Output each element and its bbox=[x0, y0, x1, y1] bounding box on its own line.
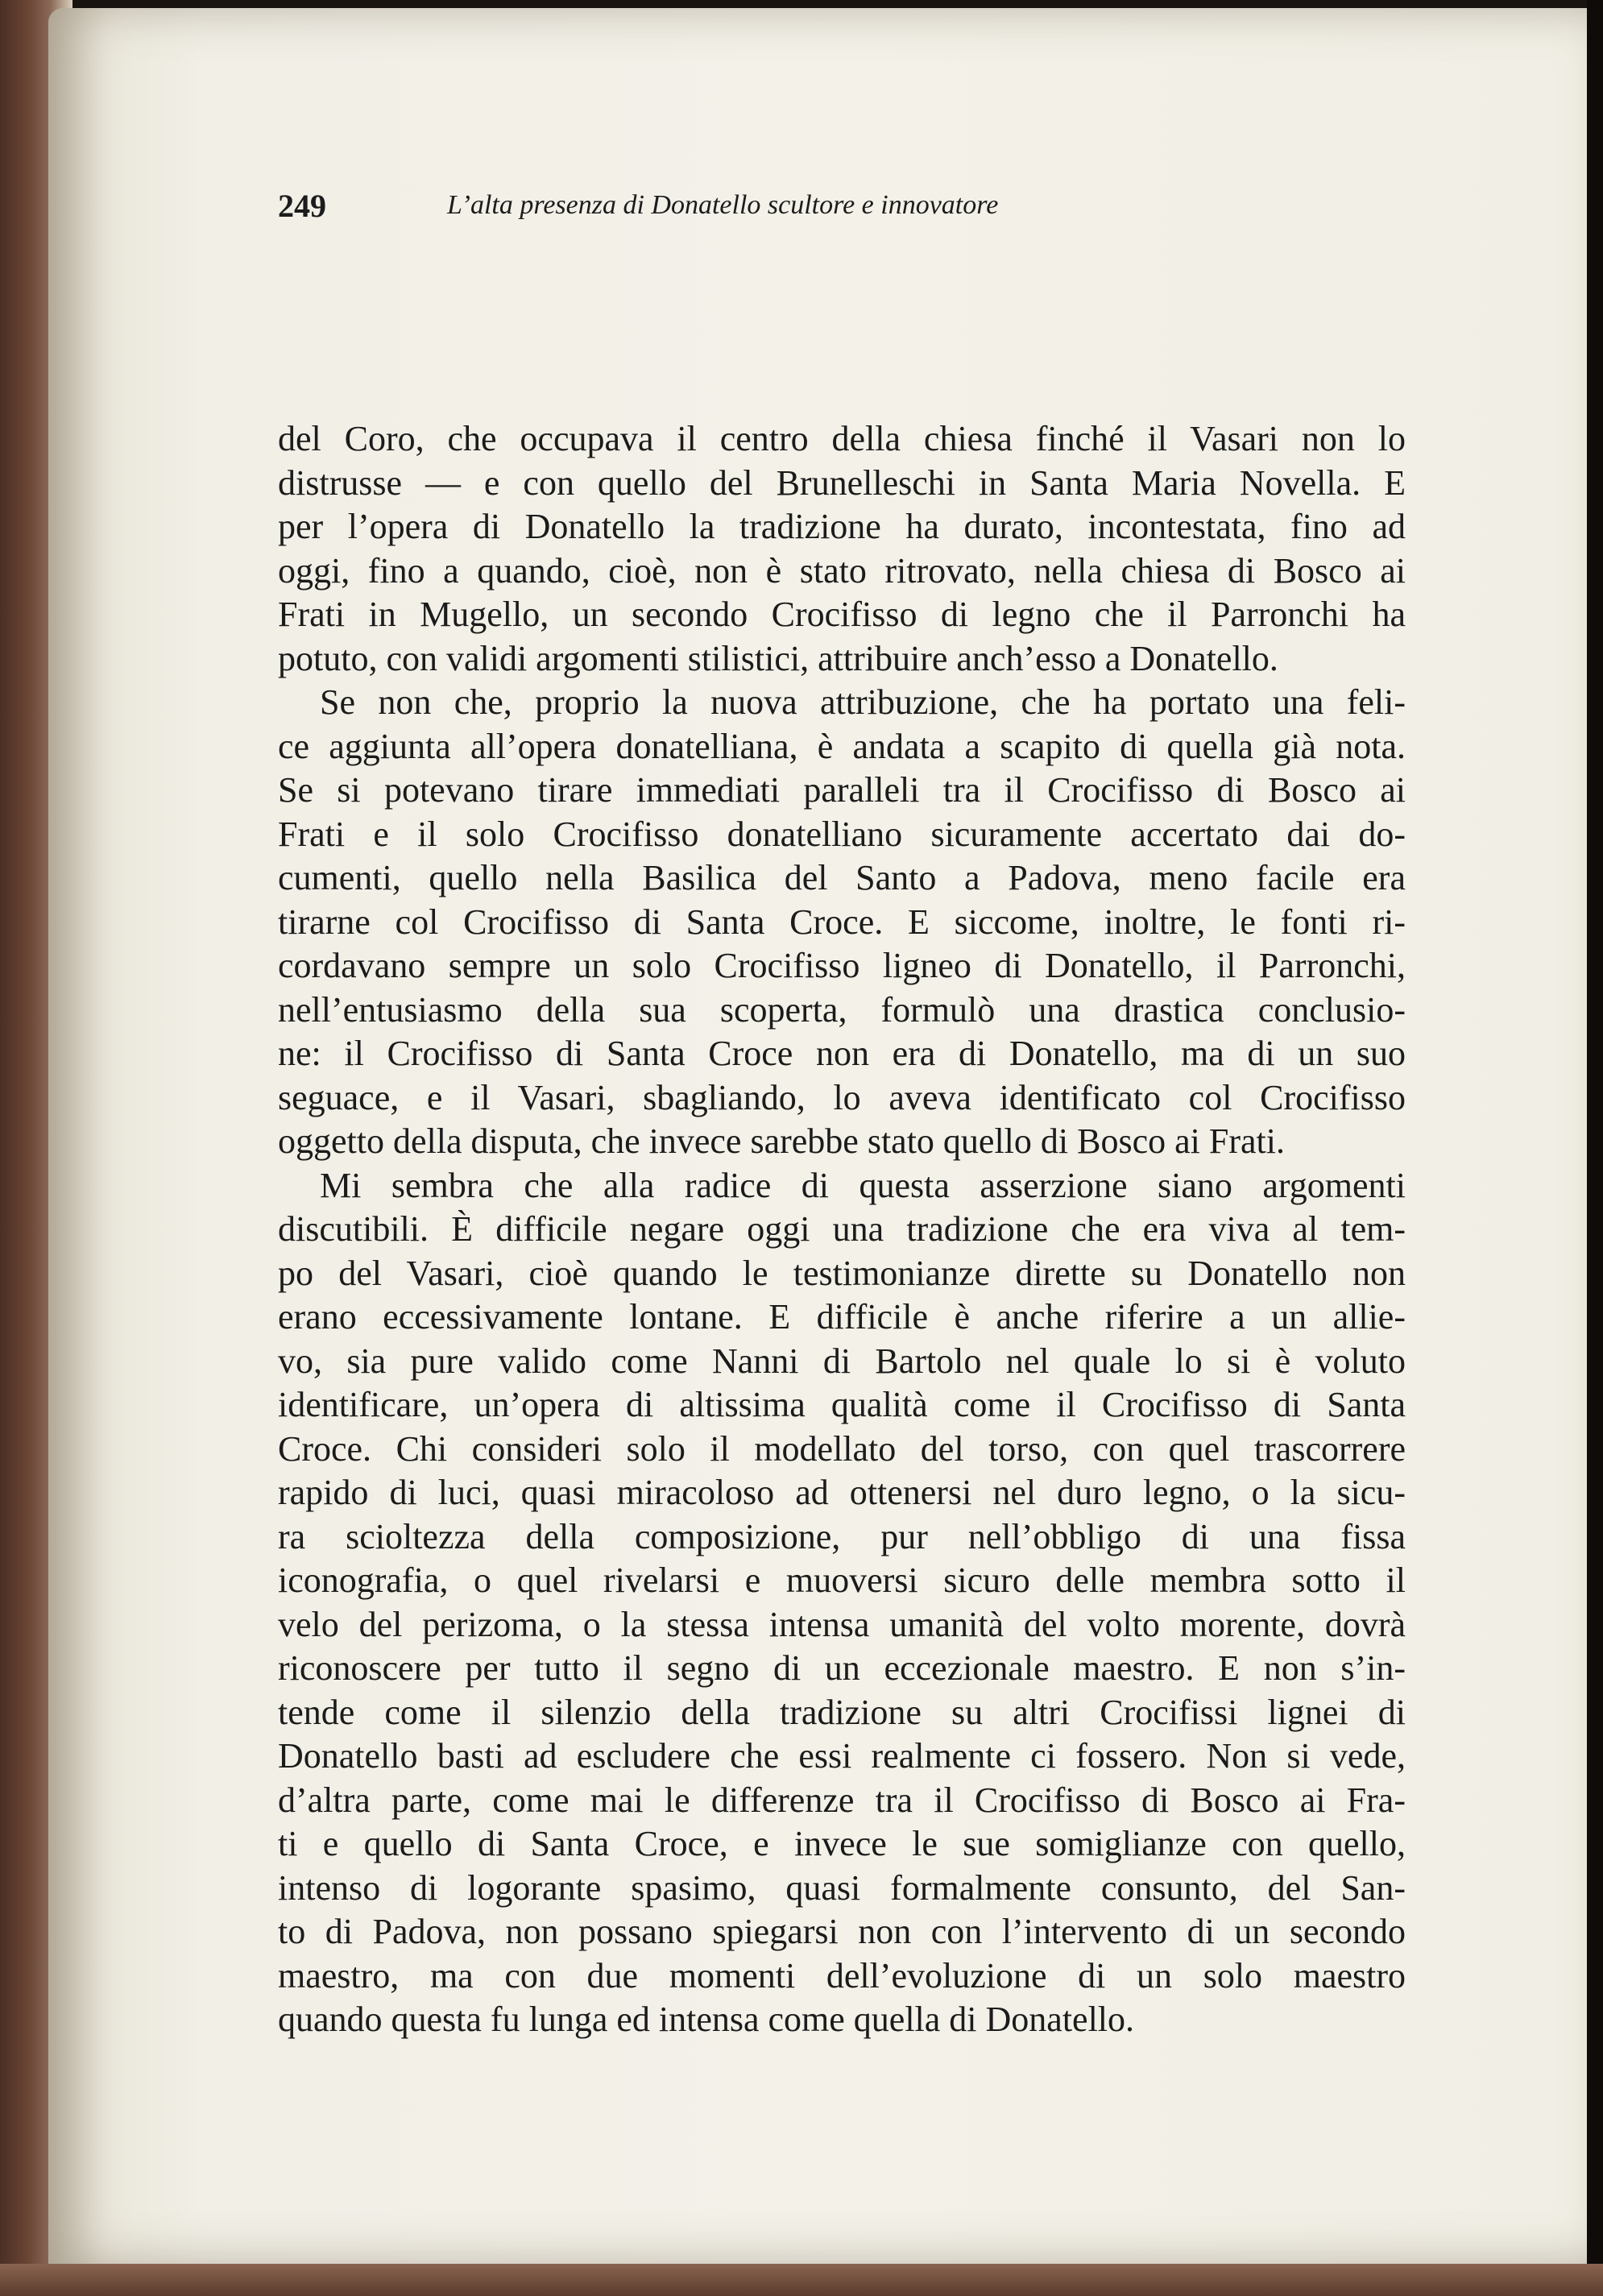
text-line: cumenti, quello nella Basilica del Santo a Padova, meno facile era bbox=[278, 858, 1406, 897]
paragraph-2 bbox=[278, 681, 1406, 1164]
text-line: d’altra parte, come mai le differenze tra il Crocifisso di Bosco ai Fra- bbox=[278, 1780, 1406, 1820]
page-number: 249 bbox=[278, 188, 326, 224]
body-text bbox=[278, 417, 1406, 2042]
text-line: Donatello basti ad escludere che essi realmente ci fossero. Non si vede, bbox=[278, 1736, 1406, 1776]
text-line: ne: il Crocifisso di Santa Croce non era di Donatello, ma di un suo bbox=[278, 1034, 1406, 1073]
text-line: maestro, ma con due momenti dell’evoluzione di un solo maestro bbox=[278, 1955, 1406, 1996]
text-line: ce aggiunta all’opera donatelliana, è andata a scapito di quella già nota. bbox=[278, 726, 1406, 766]
text-line: del Coro, che occupava il centro della chiesa finché il Vasari non lo bbox=[278, 419, 1406, 458]
paragraph-1 bbox=[278, 417, 1406, 681]
text-line: identificare, un’opera di altissima qualità come il Crocifisso di Santa bbox=[278, 1385, 1406, 1424]
text-line: per l’opera di Donatello la tradizione ha durato, incontestata, fino ad bbox=[278, 507, 1406, 546]
text-line: Mi sembra che alla radice di questa asserzione siano argomenti bbox=[320, 1165, 1406, 1205]
text-line: quando questa fu lunga ed intensa come quella di Donatello. bbox=[278, 2000, 1135, 2039]
page-edge-right bbox=[1587, 0, 1603, 2296]
text-line: cordavano sempre un solo Crocifisso ligneo di Donatello, il Parronchi, bbox=[278, 946, 1406, 985]
text-line: Frati e il solo Crocifisso donatelliano sicuramente accertato dai do- bbox=[278, 814, 1406, 854]
text-line: iconografia, o quel rivelarsi e muoversi sicuro delle membra sotto il bbox=[278, 1560, 1406, 1600]
text-line: to di Padova, non possano spiegarsi non con l’intervento di un secondo bbox=[278, 1912, 1406, 1951]
text-line: seguace, e il Vasari, sbagliando, lo aveva identificato col Crocifisso bbox=[278, 1077, 1406, 1117]
text-line: Se si potevano tirare immediati paralleli tra il Crocifisso di Bosco ai bbox=[278, 770, 1406, 810]
page-header bbox=[278, 187, 1406, 235]
text-line: tende come il silenzio della tradizione su altri Crocifissi lignei di bbox=[278, 1692, 1406, 1732]
text-line: ti e quello di Santa Croce, e invece le sue somiglianze con quello, bbox=[278, 1824, 1406, 1863]
text-line: Croce. Chi consideri solo il modellato del torso, con quel trascorrere bbox=[278, 1428, 1406, 1469]
text-line: tirarne col Crocifisso di Santa Croce. E siccome, inoltre, le fonti ri- bbox=[278, 901, 1406, 942]
text-line: po del Vasari, cioè quando le testimonianze dirette su Donatello non bbox=[278, 1253, 1406, 1293]
text-line: intenso di logorante spasimo, quasi formalmente consunto, del San- bbox=[278, 1867, 1406, 1908]
text-line: riconoscere per tutto il segno di un eccezionale maestro. E non s’in- bbox=[278, 1648, 1406, 1688]
text-line: ra scioltezza della composizione, pur nell’obbligo di una fissa bbox=[278, 1516, 1406, 1556]
text-line: rapido di luci, quasi miracoloso ad ottenersi nel duro legno, o la sicu- bbox=[278, 1473, 1406, 1512]
text-line: Se non che, proprio la nuova attribuzione, che ha portato una feli- bbox=[320, 682, 1406, 722]
text-line: nell’entusiasmo della sua scoperta, formulò una drastica conclusio- bbox=[278, 989, 1406, 1030]
text-line: oggetto della disputa, che invece sarebbe stato quello di Bosco ai Frati. bbox=[278, 1121, 1285, 1161]
text-line: erano eccessivamente lontane. E difficile è anche riferire a un allie- bbox=[278, 1297, 1406, 1337]
text-line: oggi, fino a quando, cioè, non è stato ritrovato, nella chiesa di Bosco ai bbox=[278, 550, 1406, 591]
text-line: distrusse — e con quello del Brunelleschi in Santa Maria Novella. E bbox=[278, 462, 1406, 503]
book-cover-edge bbox=[0, 2264, 1603, 2296]
text-line: velo del perizoma, o la stessa intensa umanità del volto morente, dovrà bbox=[278, 1604, 1406, 1644]
text-line: discutibili. È difficile negare oggi una tradizione che era viva al tem- bbox=[278, 1209, 1406, 1249]
paragraph-3 bbox=[278, 1164, 1406, 2042]
text-line: vo, sia pure valido come Nanni di Bartolo nel quale lo si è voluto bbox=[278, 1341, 1406, 1381]
running-title: L’alta presenza di Donatello scultore e innovatore bbox=[447, 190, 999, 220]
text-line: Frati in Mugello, un secondo Crocifisso di legno che il Parronchi ha bbox=[278, 595, 1406, 634]
text-line: potuto, con validi argomenti stilistici, attribuire anch’esso a Donatello. bbox=[278, 638, 1278, 678]
